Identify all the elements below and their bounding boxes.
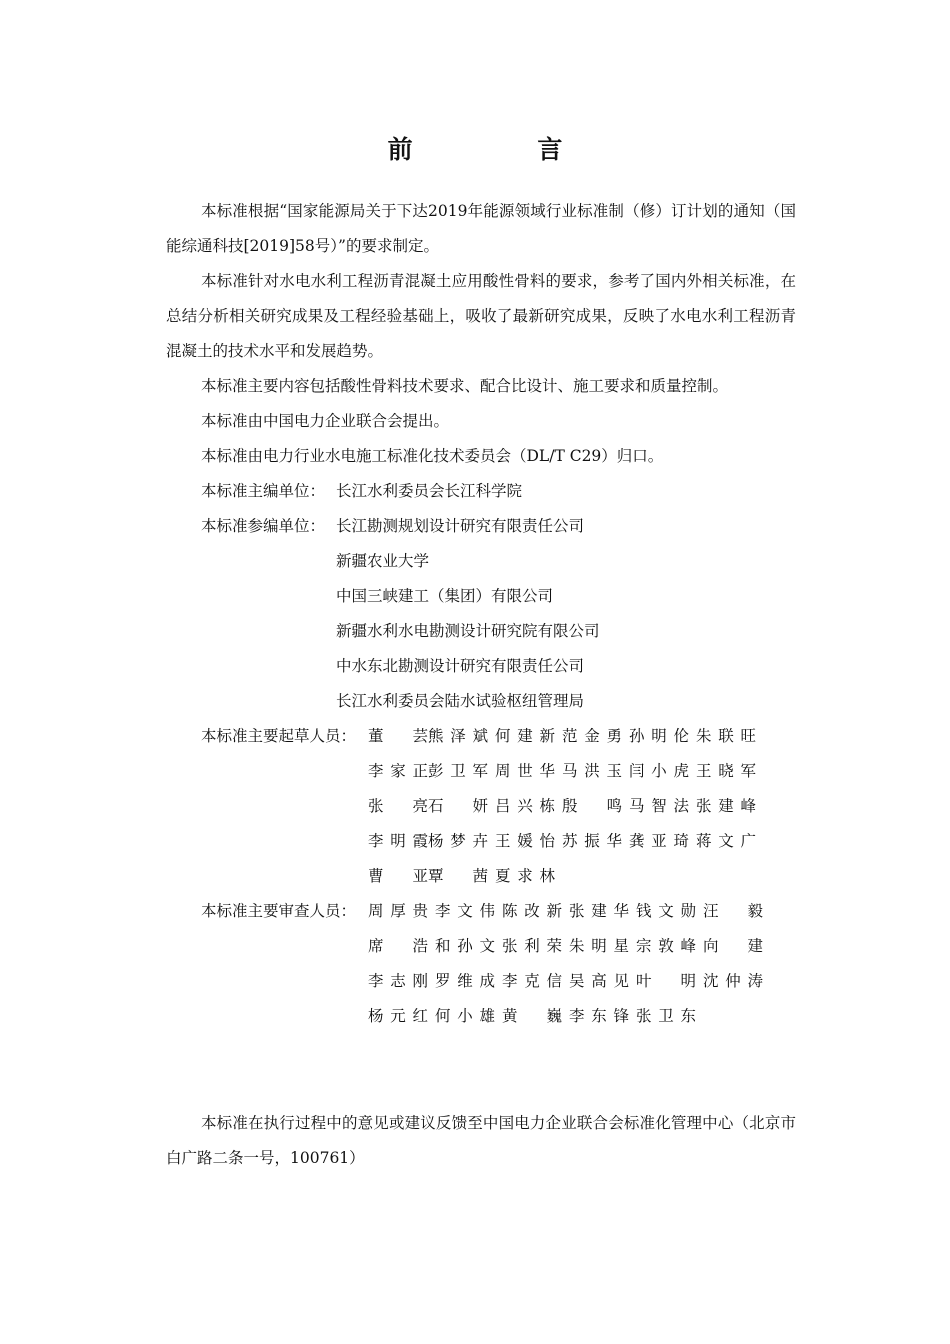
drafters-label: 本标准主要起草人员： — [201, 727, 357, 745]
reviewer-name: 吴高见 — [569, 972, 629, 990]
reviewers-row — [166, 964, 796, 999]
reviewer-name: 沈仲涛 — [703, 972, 763, 990]
drafter-name: 张 亮 — [368, 797, 428, 815]
participating-label: 本标准参编单位： — [201, 517, 326, 535]
reviewer-name: 李志刚 — [368, 972, 428, 990]
reviewer-name: 李文伟 — [435, 902, 495, 920]
drafter-name: 殷 鸣 — [562, 797, 622, 815]
drafter-name: 周世华 — [495, 762, 555, 780]
participating-unit: 长江勘测规划设计研究有限责任公司 — [336, 517, 585, 535]
reviewers-row — [166, 999, 796, 1034]
drafter-name: 朱联旺 — [696, 727, 756, 745]
reviewer-name: 宗敦峰 — [636, 937, 696, 955]
reviewer-name: 汪 毅 — [703, 902, 763, 920]
feedback-note: 本标准在执行过程中的意见或建议反馈至中国电力企业联合会标准化管理中心（北京市白广路二条一号，100761） — [166, 1114, 796, 1167]
drafter-name: 李明霞 — [368, 832, 428, 850]
drafter-name: 王媛怡 — [495, 832, 555, 850]
drafter-name: 吕兴栋 — [495, 797, 555, 815]
drafter-name: 彭卫军 — [428, 762, 488, 780]
participating-unit: 新疆农业大学 — [336, 552, 430, 570]
drafters-row — [166, 719, 796, 754]
reviewer-name: 罗维成 — [435, 972, 495, 990]
drafter-name: 苏振华 — [562, 832, 622, 850]
reviewer-name: 李克信 — [502, 972, 562, 990]
drafter-name: 董 芸 — [368, 727, 428, 745]
participating-row — [166, 649, 796, 684]
reviewer-name: 黄 巍 — [502, 1007, 562, 1025]
participating-row — [166, 509, 796, 544]
reviewers-row — [166, 929, 796, 964]
drafters-row — [166, 754, 796, 789]
drafter-name: 蒋文广 — [696, 832, 756, 850]
reviewer-name: 陈改新 — [502, 902, 562, 920]
reviewers-label: 本标准主要审查人员： — [201, 902, 357, 920]
reviewer-name: 和孙文 — [435, 937, 495, 955]
reviewer-name: 钱文勋 — [636, 902, 696, 920]
drafter-name: 李家正 — [368, 762, 428, 780]
reviewers-row — [166, 894, 796, 929]
reviewer-name: 席 浩 — [368, 937, 428, 955]
drafter-name: 张建峰 — [696, 797, 756, 815]
participating-row — [166, 544, 796, 579]
participating-row — [166, 614, 796, 649]
participating-unit: 新疆水利水电勘测设计研究院有限公司 — [336, 622, 600, 640]
drafter-name: 龚亚琦 — [629, 832, 689, 850]
participating-row — [166, 684, 796, 719]
drafter-name: 何建新 — [495, 727, 555, 745]
drafters-row — [166, 824, 796, 859]
drafters-row — [166, 789, 796, 824]
drafter-name: 闫小虎 — [629, 762, 689, 780]
reviewer-name: 张建华 — [569, 902, 629, 920]
reviewer-name: 杨元红 — [368, 1007, 428, 1025]
reviewer-name: 李东锋 — [569, 1007, 629, 1025]
reviewer-name: 周厚贵 — [368, 902, 428, 920]
reviewer-name: 张卫东 — [636, 1007, 696, 1025]
reviewer-name: 向 建 — [703, 937, 763, 955]
drafter-name: 马智法 — [629, 797, 689, 815]
chief-editor-label: 本标准主编单位： — [201, 482, 326, 500]
paragraph-contents: 本标准主要内容包括酸性骨料技术要求、配合比设计、施工要求和质量控制。 — [201, 377, 729, 395]
drafter-name: 曹 亚 — [368, 867, 428, 885]
drafter-name: 范金勇 — [562, 727, 622, 745]
drafter-name: 石 妍 — [428, 797, 488, 815]
foreword-body — [166, 194, 796, 1034]
chief-editor-row — [166, 474, 796, 509]
drafter-name: 杨梦卉 — [428, 832, 488, 850]
participating-unit: 中水东北勘测设计研究有限责任公司 — [336, 657, 585, 675]
reviewer-name: 朱明星 — [569, 937, 629, 955]
drafter-name: 覃 茜 — [428, 867, 488, 885]
participating-unit: 长江水利委员会陆水试验枢纽管理局 — [336, 692, 585, 710]
drafter-name: 孙明伦 — [629, 727, 689, 745]
drafter-name: 马洪玉 — [562, 762, 622, 780]
paragraph-administrator: 本标准由电力行业水电施工标准化技术委员会（DL/T C29）归口。 — [201, 447, 664, 465]
drafters-row — [166, 859, 796, 894]
reviewer-name: 张利荣 — [502, 937, 562, 955]
drafter-name: 夏求林 — [495, 867, 555, 885]
paragraph-basis: 本标准根据“国家能源局关于下达2019年能源领域行业标准制（修）订计划的通知（国能综通科技[2019]58号）”的要求制定。 — [166, 202, 796, 255]
page-title: 前 言 — [387, 135, 621, 164]
participating-unit: 中国三峡建工（集团）有限公司 — [336, 587, 554, 605]
participating-row — [166, 579, 796, 614]
reviewer-name: 何小雄 — [435, 1007, 495, 1025]
paragraph-proposer: 本标准由中国电力企业联合会提出。 — [201, 412, 450, 430]
reviewer-name: 叶 明 — [636, 972, 696, 990]
drafter-name: 熊泽斌 — [428, 727, 488, 745]
paragraph-scope: 本标准针对水电水利工程沥青混凝土应用酸性骨料的要求，参考了国内外相关标准，在总结分析相关研究成果及工程经验基础上，吸收了最新研究成果，反映了水电水利工程沥青混凝土的技术水平和发展趋势。 — [166, 272, 796, 360]
drafter-name: 王晓军 — [696, 762, 756, 780]
chief-editor-unit: 长江水利委员会长江科学院 — [336, 482, 523, 500]
